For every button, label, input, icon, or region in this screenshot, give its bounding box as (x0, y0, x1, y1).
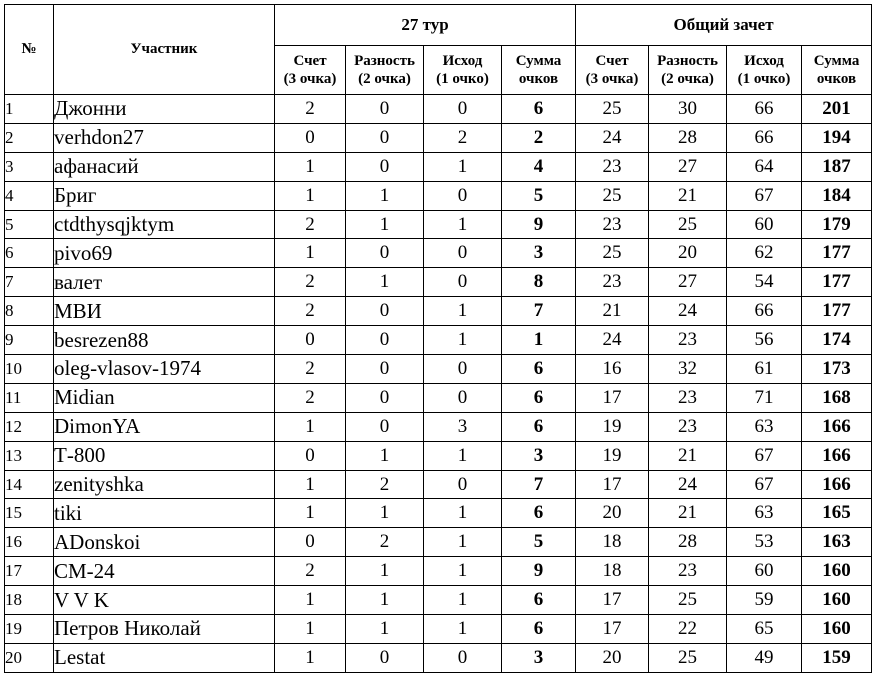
cell-round-diff: 0 (346, 383, 424, 412)
cell-round-diff: 0 (346, 412, 424, 441)
cell-total-sum: 194 (802, 123, 872, 152)
cell-total-outcome: 54 (727, 268, 802, 297)
cell-round-diff: 0 (346, 326, 424, 355)
cell-round-sum: 2 (502, 123, 576, 152)
cell-round-outcome: 1 (424, 210, 502, 239)
cell-total-score: 25 (576, 95, 649, 124)
cell-total-score: 24 (576, 123, 649, 152)
cell-rank: 17 (5, 557, 54, 586)
cell-participant: verhdon27 (54, 123, 275, 152)
cell-rank: 4 (5, 181, 54, 210)
header-round-group: 27 тур (275, 5, 576, 46)
cell-rank: 1 (5, 95, 54, 124)
cell-participant: ctdthysqjktym (54, 210, 275, 239)
cell-total-score: 19 (576, 441, 649, 470)
cell-total-outcome: 56 (727, 326, 802, 355)
cell-round-score: 1 (275, 181, 346, 210)
cell-total-score: 17 (576, 383, 649, 412)
cell-total-diff: 27 (649, 268, 727, 297)
cell-round-diff: 1 (346, 615, 424, 644)
cell-total-score: 24 (576, 326, 649, 355)
cell-rank: 5 (5, 210, 54, 239)
cell-total-score: 17 (576, 586, 649, 615)
header-total-diff: Разность (2 очка) (649, 46, 727, 95)
cell-total-sum: 187 (802, 152, 872, 181)
cell-rank: 9 (5, 326, 54, 355)
cell-total-sum: 177 (802, 239, 872, 268)
cell-round-score: 1 (275, 470, 346, 499)
cell-participant: МВИ (54, 297, 275, 326)
cell-round-outcome: 0 (424, 355, 502, 384)
table-row (5, 499, 872, 528)
cell-round-diff: 1 (346, 210, 424, 239)
cell-total-outcome: 66 (727, 95, 802, 124)
cell-total-diff: 24 (649, 470, 727, 499)
cell-round-score: 0 (275, 441, 346, 470)
cell-total-score: 25 (576, 239, 649, 268)
cell-round-diff: 1 (346, 268, 424, 297)
cell-rank: 3 (5, 152, 54, 181)
cell-total-score: 25 (576, 181, 649, 210)
cell-round-outcome: 1 (424, 326, 502, 355)
cell-round-score: 2 (275, 297, 346, 326)
cell-total-diff: 21 (649, 441, 727, 470)
cell-round-outcome: 1 (424, 441, 502, 470)
cell-participant: V V K (54, 586, 275, 615)
cell-total-score: 17 (576, 470, 649, 499)
cell-round-score: 2 (275, 355, 346, 384)
table-row (5, 268, 872, 297)
cell-round-outcome: 2 (424, 123, 502, 152)
cell-total-diff: 30 (649, 95, 727, 124)
cell-total-diff: 21 (649, 499, 727, 528)
header-round-outcome: Исход (1 очко) (424, 46, 502, 95)
cell-total-outcome: 60 (727, 210, 802, 239)
cell-round-sum: 6 (502, 499, 576, 528)
cell-participant: pivo69 (54, 239, 275, 268)
cell-total-sum: 165 (802, 499, 872, 528)
cell-round-sum: 9 (502, 557, 576, 586)
cell-round-score: 1 (275, 586, 346, 615)
cell-total-diff: 25 (649, 586, 727, 615)
table-row (5, 643, 872, 672)
cell-round-outcome: 0 (424, 383, 502, 412)
cell-rank: 7 (5, 268, 54, 297)
cell-round-diff: 0 (346, 239, 424, 268)
cell-total-sum: 166 (802, 441, 872, 470)
cell-round-score: 1 (275, 643, 346, 672)
cell-round-score: 0 (275, 326, 346, 355)
header-rank: № (5, 5, 54, 95)
cell-round-score: 2 (275, 95, 346, 124)
cell-total-diff: 25 (649, 210, 727, 239)
cell-rank: 13 (5, 441, 54, 470)
cell-total-diff: 21 (649, 181, 727, 210)
table-row (5, 326, 872, 355)
table-row (5, 210, 872, 239)
cell-total-outcome: 59 (727, 586, 802, 615)
cell-total-score: 23 (576, 152, 649, 181)
cell-round-score: 2 (275, 557, 346, 586)
cell-round-score: 1 (275, 615, 346, 644)
cell-total-outcome: 61 (727, 355, 802, 384)
cell-round-outcome: 1 (424, 557, 502, 586)
cell-total-sum: 174 (802, 326, 872, 355)
cell-total-sum: 184 (802, 181, 872, 210)
header-participant: Участник (54, 5, 275, 95)
cell-round-sum: 5 (502, 181, 576, 210)
cell-round-diff: 2 (346, 528, 424, 557)
cell-total-sum: 159 (802, 643, 872, 672)
cell-round-sum: 8 (502, 268, 576, 297)
table-row (5, 152, 872, 181)
cell-round-diff: 0 (346, 123, 424, 152)
cell-round-score: 2 (275, 210, 346, 239)
cell-participant: zenityshka (54, 470, 275, 499)
cell-total-score: 21 (576, 297, 649, 326)
cell-total-outcome: 63 (727, 412, 802, 441)
cell-round-outcome: 1 (424, 499, 502, 528)
cell-round-sum: 7 (502, 297, 576, 326)
cell-round-score: 1 (275, 239, 346, 268)
table-row (5, 383, 872, 412)
cell-participant: besrezen88 (54, 326, 275, 355)
cell-total-sum: 177 (802, 297, 872, 326)
table-row (5, 297, 872, 326)
cell-round-diff: 1 (346, 586, 424, 615)
table-row (5, 123, 872, 152)
cell-round-score: 1 (275, 412, 346, 441)
table-row (5, 470, 872, 499)
cell-round-sum: 5 (502, 528, 576, 557)
table-row (5, 528, 872, 557)
cell-total-sum: 201 (802, 95, 872, 124)
cell-participant: tiki (54, 499, 275, 528)
table-row (5, 615, 872, 644)
cell-round-sum: 6 (502, 586, 576, 615)
cell-total-outcome: 49 (727, 643, 802, 672)
cell-participant: Бриг (54, 181, 275, 210)
cell-total-diff: 23 (649, 412, 727, 441)
cell-round-diff: 1 (346, 557, 424, 586)
cell-round-sum: 7 (502, 470, 576, 499)
cell-total-diff: 20 (649, 239, 727, 268)
header-total-score: Счет (3 очка) (576, 46, 649, 95)
cell-total-diff: 27 (649, 152, 727, 181)
cell-participant: СМ-24 (54, 557, 275, 586)
cell-round-outcome: 1 (424, 586, 502, 615)
header-round-score: Счет (3 очка) (275, 46, 346, 95)
cell-total-score: 23 (576, 268, 649, 297)
header-overall-group: Общий зачет (576, 5, 872, 46)
cell-total-outcome: 60 (727, 557, 802, 586)
header-round-diff: Разность (2 очка) (346, 46, 424, 95)
cell-total-outcome: 64 (727, 152, 802, 181)
cell-total-diff: 23 (649, 383, 727, 412)
cell-round-sum: 6 (502, 383, 576, 412)
cell-round-outcome: 0 (424, 181, 502, 210)
cell-round-sum: 6 (502, 615, 576, 644)
cell-round-score: 2 (275, 268, 346, 297)
cell-total-diff: 23 (649, 326, 727, 355)
cell-total-outcome: 66 (727, 123, 802, 152)
cell-participant: ADonskoi (54, 528, 275, 557)
cell-total-sum: 160 (802, 615, 872, 644)
cell-round-outcome: 1 (424, 528, 502, 557)
cell-round-diff: 1 (346, 499, 424, 528)
cell-round-diff: 1 (346, 181, 424, 210)
cell-round-outcome: 1 (424, 152, 502, 181)
header-total-outcome: Исход (1 очко) (727, 46, 802, 95)
cell-total-score: 16 (576, 355, 649, 384)
cell-round-score: 0 (275, 123, 346, 152)
cell-round-outcome: 0 (424, 95, 502, 124)
cell-participant: DimonYA (54, 412, 275, 441)
cell-rank: 10 (5, 355, 54, 384)
table-body (5, 95, 872, 673)
cell-total-diff: 28 (649, 123, 727, 152)
table-row (5, 412, 872, 441)
cell-round-sum: 3 (502, 239, 576, 268)
cell-round-score: 1 (275, 499, 346, 528)
table-row (5, 95, 872, 124)
cell-round-diff: 0 (346, 152, 424, 181)
cell-rank: 14 (5, 470, 54, 499)
cell-total-sum: 173 (802, 355, 872, 384)
cell-rank: 11 (5, 383, 54, 412)
cell-round-diff: 0 (346, 643, 424, 672)
cell-rank: 19 (5, 615, 54, 644)
cell-round-sum: 3 (502, 643, 576, 672)
cell-participant: Т-800 (54, 441, 275, 470)
cell-round-sum: 3 (502, 441, 576, 470)
cell-total-score: 17 (576, 615, 649, 644)
cell-participant: Lestat (54, 643, 275, 672)
header-round-sum: Сумма очков (502, 46, 576, 95)
cell-total-outcome: 62 (727, 239, 802, 268)
cell-total-diff: 32 (649, 355, 727, 384)
cell-round-sum: 6 (502, 95, 576, 124)
cell-round-diff: 1 (346, 441, 424, 470)
cell-total-sum: 166 (802, 470, 872, 499)
cell-participant: валет (54, 268, 275, 297)
cell-participant: Midian (54, 383, 275, 412)
cell-round-sum: 9 (502, 210, 576, 239)
cell-rank: 2 (5, 123, 54, 152)
cell-total-outcome: 71 (727, 383, 802, 412)
cell-total-outcome: 67 (727, 441, 802, 470)
cell-round-score: 0 (275, 528, 346, 557)
table-row (5, 181, 872, 210)
cell-total-sum: 177 (802, 268, 872, 297)
cell-total-outcome: 67 (727, 470, 802, 499)
header-total-sum: Сумма очков (802, 46, 872, 95)
cell-round-outcome: 1 (424, 615, 502, 644)
cell-rank: 18 (5, 586, 54, 615)
cell-total-sum: 160 (802, 557, 872, 586)
table-header (5, 5, 872, 95)
cell-round-diff: 2 (346, 470, 424, 499)
cell-total-score: 20 (576, 643, 649, 672)
cell-rank: 15 (5, 499, 54, 528)
cell-round-outcome: 1 (424, 297, 502, 326)
cell-total-score: 19 (576, 412, 649, 441)
cell-round-sum: 6 (502, 355, 576, 384)
cell-total-sum: 166 (802, 412, 872, 441)
cell-total-sum: 160 (802, 586, 872, 615)
cell-round-diff: 0 (346, 297, 424, 326)
table-row (5, 557, 872, 586)
cell-rank: 16 (5, 528, 54, 557)
cell-total-score: 18 (576, 528, 649, 557)
cell-total-score: 23 (576, 210, 649, 239)
cell-round-diff: 0 (346, 95, 424, 124)
cell-round-outcome: 3 (424, 412, 502, 441)
table-row (5, 355, 872, 384)
cell-total-diff: 23 (649, 557, 727, 586)
cell-total-diff: 22 (649, 615, 727, 644)
table-row (5, 239, 872, 268)
cell-total-outcome: 67 (727, 181, 802, 210)
cell-total-outcome: 63 (727, 499, 802, 528)
cell-round-score: 2 (275, 383, 346, 412)
cell-round-outcome: 0 (424, 470, 502, 499)
cell-round-sum: 1 (502, 326, 576, 355)
cell-participant: oleg-vlasov-1974 (54, 355, 275, 384)
cell-round-outcome: 0 (424, 239, 502, 268)
cell-participant: афанасий (54, 152, 275, 181)
cell-rank: 12 (5, 412, 54, 441)
cell-total-outcome: 53 (727, 528, 802, 557)
cell-total-score: 20 (576, 499, 649, 528)
cell-total-score: 18 (576, 557, 649, 586)
standings-table (4, 4, 872, 673)
table-row (5, 441, 872, 470)
cell-participant: Джонни (54, 95, 275, 124)
cell-total-diff: 28 (649, 528, 727, 557)
cell-total-outcome: 66 (727, 297, 802, 326)
cell-total-sum: 163 (802, 528, 872, 557)
cell-rank: 20 (5, 643, 54, 672)
cell-rank: 8 (5, 297, 54, 326)
cell-total-sum: 179 (802, 210, 872, 239)
cell-rank: 6 (5, 239, 54, 268)
cell-total-sum: 168 (802, 383, 872, 412)
cell-round-sum: 4 (502, 152, 576, 181)
cell-round-outcome: 0 (424, 268, 502, 297)
cell-total-diff: 25 (649, 643, 727, 672)
cell-round-outcome: 0 (424, 643, 502, 672)
header-row-groups (5, 5, 872, 46)
cell-total-diff: 24 (649, 297, 727, 326)
cell-round-diff: 0 (346, 355, 424, 384)
table-row (5, 586, 872, 615)
cell-round-score: 1 (275, 152, 346, 181)
cell-total-outcome: 65 (727, 615, 802, 644)
cell-round-sum: 6 (502, 412, 576, 441)
cell-participant: Петров Николай (54, 615, 275, 644)
